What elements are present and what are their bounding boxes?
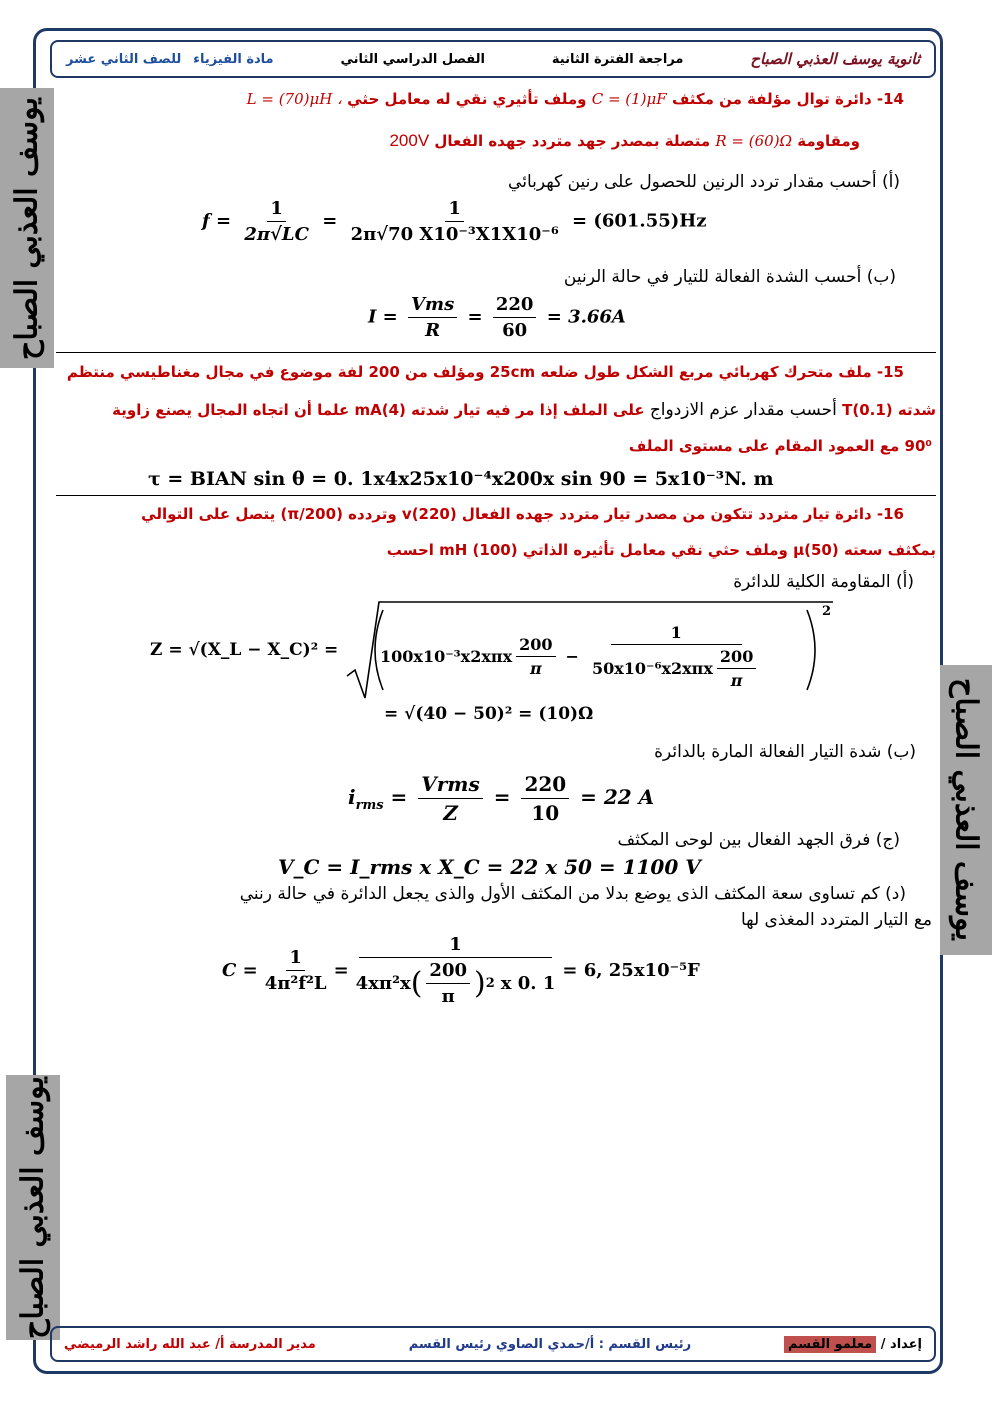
prepared-label: إعداد / (880, 1336, 922, 1352)
eq-result: = 22 A (580, 785, 655, 809)
q15-eq: τ = BIAN sin θ = 0. 1x4x25x10⁻⁴x200x sin 90 = 5x10⁻³N. m (148, 468, 774, 490)
eq-lhs-sub: rms (355, 798, 384, 813)
department-head: رئيس القسم : أ/حمدي الصاوي رئيس القسم (408, 1336, 692, 1352)
q15-field: شدته (0.1)T (842, 401, 936, 419)
q14-voltage: 200V (389, 131, 430, 150)
q14-text-d: متصلة بمصدر جهد متردد جهده الفعال (434, 132, 711, 150)
q15-question: أحسب مقدار عزم الازدواج (649, 400, 837, 420)
frac-num: 1 (286, 947, 305, 971)
q15-line1: 15- ملف متحرك كهربائي مربع الشكل طول ضلعه 25cm ومؤلف من 200 لفة موضوع في مجال مغناطيسي منتظم (66, 363, 904, 381)
eq-term: 100x10⁻³x2xπx (380, 647, 513, 666)
q16-part-d1: (د) كم تساوى سعة المكثف الذى يوضع بدلا من المكثف الأول والذى يجعل الدائرة في حالة رنني (239, 884, 906, 904)
frac-den: 60 (502, 320, 528, 341)
q16-eq-d: C = $\frac{1}{\text{4π²f²L}}$ = 1 4xπ²x ( $\frac{200}{\pi}$ ) 2 x 0. 1 = 6, 25x10⁻⁵F (222, 934, 700, 1007)
eq-lhs: I = (368, 306, 398, 328)
frac-num: 200 (516, 635, 555, 657)
frac-den: 50x10⁻⁶x2xπx (591, 659, 713, 678)
frac-den: 2π√70 X10⁻³X1X10⁻⁶ (350, 224, 559, 245)
q16-part-d2: مع التيار المتردد المغذى لها (740, 910, 932, 930)
school-name: ثانوية يوسف العذبي الصباح (750, 50, 920, 68)
eq-lhs: i (348, 785, 356, 809)
q14-line1 (247, 90, 904, 108)
frac-den: 2π√LC (244, 224, 309, 245)
q14-resistance: R = (60)Ω (715, 132, 793, 150)
watermark-right: يوسف العذبي الصباح (940, 665, 992, 955)
eq-lhs: f (202, 210, 210, 232)
frac-den: 4π²f²L (264, 973, 327, 994)
q14-inductance: L = (70)μH ، (246, 90, 342, 108)
q14-eq-b: I = $\frac{\text{Vms}}{R}$ = $\frac{220}{60}$ = 3.66A (368, 294, 626, 341)
frac-den: π (441, 986, 455, 1007)
q16-line2: بمكثف سعته μ(50) وملف حثي نقي معامل تأثيره الذاتي mH (100) احسب (386, 541, 936, 559)
semester: الفصل الدراسي الثاني (340, 51, 485, 67)
q16-part-a: (أ) المقاومة الكلية للدائرة (733, 572, 914, 592)
frac-num: 200 (717, 647, 756, 669)
q16-eq-a1-lhs: Z = √(X_L − X_C)² = (150, 640, 339, 660)
prepared-name: معلمو القسم (784, 1336, 876, 1353)
frac-num: 1 (445, 198, 464, 222)
frac-num: Vrms (418, 772, 482, 799)
frac-den: π (529, 659, 542, 678)
frac-num: 1 (267, 198, 286, 222)
frac-den: 10 (531, 801, 560, 825)
q14-part-a: (أ) أحسب مقدار تردد الرنين للحصول على رنين كهربائي (508, 172, 900, 192)
subject: مادة الفيزياء (193, 51, 274, 67)
q14-text-b: وملف تأثيري نقي له معامل حثي (347, 90, 587, 108)
frac-num: Vms (408, 294, 457, 318)
frac-num: 1 (359, 934, 552, 958)
q14-eq-a: f = $\frac{1}{2\pi√LC}$ = $\frac{1}{\text{2π√70 X10⁻³X1X10⁻⁶}}$ = (601.55)Hz (202, 198, 707, 245)
q15-current: على الملف إذا مر فيه تيار شدته (4)mA علما أن اتجاه المجال يصنع زاوية (112, 401, 645, 419)
page-footer (50, 1326, 936, 1362)
eq-result: = 6, 25x10⁻⁵F (562, 960, 700, 981)
review-title: مراجعة الفترة الثانية (551, 51, 684, 67)
frac-den-tail: x 0. 1 (500, 973, 556, 994)
frac-num: 200 (426, 960, 470, 984)
frac-num: 220 (493, 294, 537, 318)
q16-eq-b: $i_{rms}$ = $\frac{\text{Vrms}}{Z}$ = $\frac{220}{10}$ = 22 A (348, 772, 655, 825)
q14-line2 (389, 131, 860, 151)
q15-line2 (112, 400, 936, 420)
frac-num: 1 (611, 623, 742, 645)
q14-text-c: ومقاومة (797, 132, 860, 150)
q16-part-b: (ب) شدة التيار الفعالة المارة بالدائرة (654, 742, 916, 762)
q16-line1: 16- دائرة تيار متردد تتكون من مصدر تيار متردد جهده الفعال (220)v وتردده (200/π) يتصل على التوالي (141, 505, 904, 523)
watermark-left-top: يوسف العذبي الصباح (0, 88, 54, 368)
q14-text-a: 14- دائرة توال مؤلفة من مكثف (671, 90, 904, 108)
separator (56, 352, 936, 353)
q14-capacitance: C = (1)μF (591, 90, 667, 108)
prepared-by (784, 1337, 922, 1352)
frac-den: π (730, 671, 743, 690)
q16-eq-a2: = √(40 − 50)² = (10)Ω (384, 704, 594, 724)
school-director: مدير المدرسة أ/ عبد الله راشد الرميضي (64, 1336, 316, 1352)
watermark-left-bottom: يوسف العذبي الصباح (6, 1075, 60, 1340)
eq-lhs: C = (222, 960, 258, 981)
q16-part-c: (ج) فرق الجهد الفعال بين لوحى المكثف (617, 830, 900, 850)
q14-part-b: (ب) أحسب الشدة الفعالة للتيار في حالة الرنين (563, 267, 896, 287)
q16-eq-a1-inner: 100x10⁻³x2xπx $\frac{200}{\pi}$ − 1 50x10⁻⁶x2xπx $\frac{200}{\pi}$ (380, 623, 767, 690)
page-header (50, 40, 936, 78)
q15-line3: 90⁰ مع العمود المقام على مستوى الملف (628, 437, 932, 455)
frac-den: 4xπ²x (355, 973, 411, 994)
power-two: 2 (822, 604, 832, 619)
frac-den: R (425, 320, 441, 341)
eq-result: = (601.55)Hz (571, 210, 707, 232)
eq-result: = 3.66A (546, 306, 626, 328)
separator (56, 495, 936, 496)
grade: للصف الثاني عشر (66, 51, 182, 67)
q16-eq-c: V_C = I_rms x X_C = 22 x 50 = 1100 V (278, 855, 701, 879)
frac-num: 220 (521, 772, 569, 799)
frac-den: Z (443, 801, 458, 825)
